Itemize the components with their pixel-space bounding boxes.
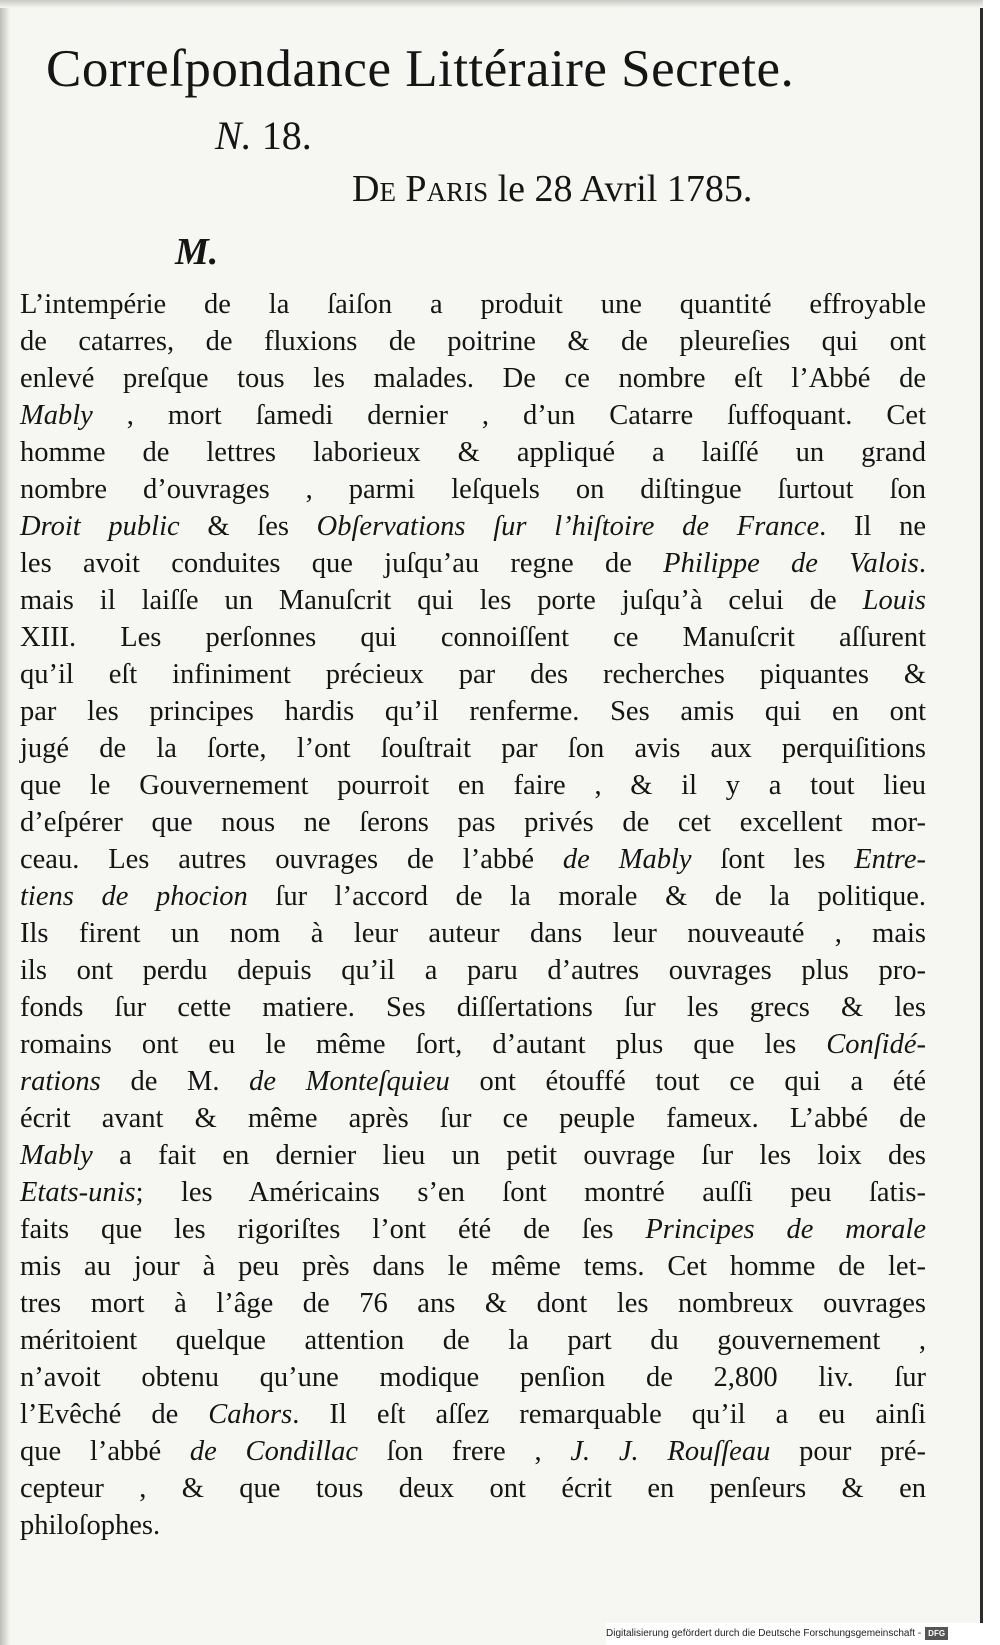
issue-number-prefix: N. xyxy=(215,113,252,158)
text-line xyxy=(20,1174,926,1211)
text-run: ont étouffé tout ce qui a été xyxy=(449,1066,926,1097)
text-run: fonds ſur cette matiere. Ses diſſertations ſur les grecs & les xyxy=(20,992,926,1023)
text-run: pour pré- xyxy=(770,1436,926,1467)
text-run: mis au jour à peu près dans le même tems. Cet homme de let- xyxy=(20,1251,926,1282)
text-line xyxy=(20,1063,926,1100)
text-run: enlevé preſque tous les malades. De ce nombre eſt l’Abbé de xyxy=(20,363,926,394)
digitization-credit xyxy=(606,1623,1000,1645)
dateline-date: le 28 Avril 1785. xyxy=(497,168,753,210)
text-line xyxy=(20,1211,926,1248)
text-run: ſont les xyxy=(691,844,855,875)
text-line xyxy=(20,286,926,323)
letter-body xyxy=(20,286,926,1544)
text-line xyxy=(20,1137,926,1174)
italic-run: de Condillac xyxy=(189,1436,358,1467)
text-run: mais il laiſſe un Manuſcrit qui les porte juſqu’à celui de xyxy=(20,585,863,616)
text-run: d’eſpérer que nous ne ſerons pas privés de cet excellent mor- xyxy=(20,807,926,838)
italic-run: Droit public xyxy=(20,511,180,542)
text-line xyxy=(20,915,926,952)
text-line xyxy=(20,1396,926,1433)
text-line xyxy=(20,730,926,767)
text-run: méritoient quelque attention de la part du gouvernement , xyxy=(20,1325,926,1356)
text-line xyxy=(20,582,926,619)
dateline xyxy=(352,163,752,215)
text-line xyxy=(20,1248,926,1285)
text-run: que le Gouvernement pourroit en faire , & il y a tout lieu xyxy=(20,770,926,801)
italic-run: Entre- xyxy=(854,844,926,875)
text-line xyxy=(20,952,926,989)
text-run: , mort ſamedi dernier , d’un Catarre ſuffoquant. Cet xyxy=(92,400,926,431)
text-run: ſur l’accord de la morale & de la politique. xyxy=(247,881,927,912)
issue-number-value: 18. xyxy=(261,113,312,158)
text-run: l’Evêché de xyxy=(20,1399,209,1430)
italic-run: Etats-unis xyxy=(20,1177,136,1208)
italic-run: de Mably xyxy=(562,844,692,875)
text-run: a fait en dernier lieu un petit ouvrage ſur les loix des xyxy=(92,1140,926,1171)
text-run: cepteur , & que tous deux ont écrit en penſeurs & en xyxy=(20,1473,926,1504)
text-run: tres mort à l’âge de 76 ans & dont les nombreux ouvrages xyxy=(20,1288,926,1319)
italic-run: Mably xyxy=(20,400,93,431)
text-line xyxy=(20,397,926,434)
text-line xyxy=(20,1470,926,1507)
italic-run: de Monteſquieu xyxy=(249,1066,450,1097)
text-line xyxy=(20,878,926,915)
italic-run: Cahors xyxy=(208,1399,293,1430)
newsletter-title: Correſpondance Littéraire Secrete. xyxy=(46,40,795,98)
text-run: . Il eſt aſſez remarquable qu’il a eu ainſi xyxy=(292,1399,926,1430)
page-shadow-top xyxy=(0,0,983,8)
text-line xyxy=(20,841,926,878)
text-run: philoſophes. xyxy=(20,1510,161,1541)
text-line xyxy=(20,360,926,397)
text-run: jugé de la ſorte, l’ont ſouſtrait par ſon avis aux perquiſitions xyxy=(20,733,926,764)
text-run: les avoit conduites que juſqu’au regne de xyxy=(20,548,664,579)
italic-run: Louis xyxy=(862,585,926,616)
text-run: homme de lettres laborieux & appliqué a laiſſé un grand xyxy=(20,437,926,468)
issue-number xyxy=(215,108,312,164)
text-line xyxy=(20,1433,926,1470)
text-run: & ſes xyxy=(179,511,317,542)
italic-run: tiens de phocion xyxy=(20,881,248,912)
text-run: ; les Américains s’en ſont montré auſſi peu ſatis- xyxy=(135,1177,926,1208)
text-run: L’intempérie de la ſaiſon a produit une quantité effroyable xyxy=(20,289,926,320)
text-run: que l’abbé xyxy=(20,1436,190,1467)
text-line xyxy=(20,767,926,804)
text-run: XIII. Les perſonnes qui connoiſſent ce Manuſcrit aſſurent xyxy=(20,622,926,653)
text-run: . xyxy=(918,548,926,579)
italic-run: Obſervations ſur l’hiſtoire de France xyxy=(316,511,820,542)
italic-run: rations xyxy=(20,1066,101,1097)
text-run: écrit avant & même après ſur ce peuple fameux. L’abbé de xyxy=(20,1103,926,1134)
italic-run: Conſidé- xyxy=(826,1029,926,1060)
text-line xyxy=(20,1322,926,1359)
text-run: ſon frere , xyxy=(357,1436,571,1467)
italic-run: Principes de morale xyxy=(645,1214,926,1245)
text-line xyxy=(20,656,926,693)
text-line xyxy=(20,323,926,360)
dateline-place: De Paris xyxy=(352,168,489,210)
text-run: qu’il eſt infiniment précieux par des recherches piquantes & xyxy=(20,659,926,690)
text-run: Ils firent un nom à leur auteur dans leur nouveauté , mais xyxy=(20,918,926,949)
text-line xyxy=(20,1359,926,1396)
text-line xyxy=(20,804,926,841)
text-run: faits que les rigoriſtes l’ont été de ſes xyxy=(20,1214,646,1245)
italic-run: Mably xyxy=(20,1140,93,1171)
text-line xyxy=(20,693,926,730)
text-line xyxy=(20,545,926,582)
salutation: M. xyxy=(175,231,219,273)
text-run: de catarres, de fluxions de poitrine & de pleureſies qui ont xyxy=(20,326,926,357)
text-line xyxy=(20,508,926,545)
text-run: par les principes hardis qu’il renferme. Ses amis qui en ont xyxy=(20,696,926,727)
text-run: ceau. Les autres ouvrages de l’abbé xyxy=(20,844,563,875)
text-line xyxy=(20,619,926,656)
text-line xyxy=(20,1285,926,1322)
text-line xyxy=(20,1507,926,1544)
text-line xyxy=(20,434,926,471)
text-run: . Il ne xyxy=(819,511,926,542)
text-run: romains ont eu le même ſort, d’autant plus que les xyxy=(20,1029,827,1060)
text-line xyxy=(20,1026,926,1063)
text-line xyxy=(20,471,926,508)
text-run: n’avoit obtenu qu’une modique penſion de 2,800 liv. ſur xyxy=(20,1362,926,1393)
text-run: nombre d’ouvrages , parmi leſquels on diſtingue ſurtout ſon xyxy=(20,474,926,505)
italic-run: Philippe de Valois xyxy=(663,548,919,579)
dfg-logo: DFG xyxy=(925,1627,948,1640)
page-shadow-left xyxy=(0,0,10,1645)
text-line xyxy=(20,989,926,1026)
text-line xyxy=(20,1100,926,1137)
text-run: de M. xyxy=(100,1066,250,1097)
text-run: ils ont perdu depuis qu’il a paru d’autres ouvrages plus pro- xyxy=(20,955,926,986)
credit-text: Digitalisierung gefördert durch die Deutsche Forschungsgemeinschaft - xyxy=(606,1628,922,1639)
italic-run: J. J. Rouſſeau xyxy=(570,1436,771,1467)
